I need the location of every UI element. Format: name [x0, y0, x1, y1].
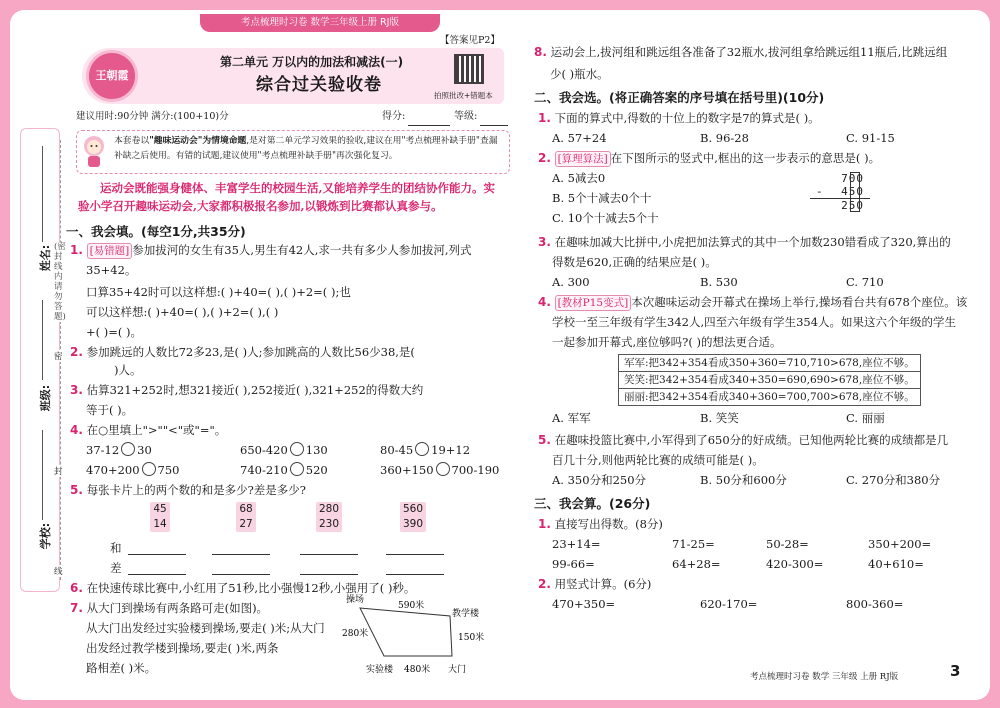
- header-banner: 考点梳理时习卷 数学三年级上册 RJ版: [200, 14, 440, 32]
- idea-row: 笑笑:把342+354看成340+350=690,690>678,座位不够。: [619, 372, 921, 389]
- lab-building-label: 实验楼: [366, 665, 394, 675]
- diff-label: 差: [110, 561, 122, 575]
- question-7: 7. 从大门到操场有两条路可走(如图)。: [70, 601, 269, 615]
- number-card: 45 14: [150, 502, 170, 532]
- choice-option[interactable]: B. 530: [700, 275, 738, 289]
- time-score-info: 建议用时:90分钟 满分:(100+10)分: [76, 111, 229, 122]
- q1-line-3: 口算35+42时可以这样想:( )+40=( ),( )+2=( );也: [86, 285, 351, 299]
- section-calculate: 三、我会算。(26分): [534, 496, 651, 511]
- sum-blank[interactable]: [386, 542, 444, 555]
- brand-logo: 王朝霞: [86, 50, 138, 102]
- question-8: 8. 运动会上,拔河组和跳远组各准备了32瓶水,拔河组拿给跳远组11瓶后,比跳远组: [534, 45, 948, 59]
- footer-text: 考点梳理时习卷 数学 三年级 上册 RJ版: [750, 672, 899, 682]
- choice-option[interactable]: A. 57+24: [552, 131, 607, 145]
- q7-line-2: 从大门出发经过实验楼到操场,要走( )米;从大门: [86, 621, 325, 635]
- compare-item[interactable]: 37-12 30: [86, 443, 152, 457]
- grade-blank[interactable]: [480, 113, 508, 126]
- oral-calc-item[interactable]: 50-28=: [766, 537, 809, 551]
- question-1: 1. [易错题] 参加拔河的女生有35人,男生有42人,求一共有多少人参加拔河,列式: [70, 243, 472, 257]
- page-title: 综合过关验收卷: [256, 75, 382, 95]
- choice-option[interactable]: B. 50分和600分: [700, 473, 787, 487]
- oral-calc-item[interactable]: 23+14=: [552, 537, 601, 551]
- idea-row: 军军:把342+354看成350+360=710,710>678,座位不够。: [619, 355, 921, 372]
- q1-line-2: 35+42。: [86, 263, 137, 277]
- oral-calc-item[interactable]: 40+610=: [868, 557, 924, 571]
- diff-blank[interactable]: [128, 562, 186, 575]
- section-fill-in: 一、我会填。(每空1分,共35分): [66, 224, 246, 239]
- choice-2: 2. [算理算法] 在下图所示的竖式中,框出的这一步表示的意思是( )。: [538, 151, 881, 165]
- q1-line-5: +( )=( )。: [86, 325, 143, 339]
- sum-blank[interactable]: [300, 542, 358, 555]
- score-label: 得分:: [382, 111, 406, 122]
- exam-page: [10, 10, 990, 700]
- idea-row: 丽丽:把342+354看成340+360=700,700>678,座位不够。: [619, 389, 921, 406]
- page-number: 3: [950, 662, 961, 680]
- q3-line-2: 等于( )。: [86, 403, 134, 417]
- playground-label: 操场: [346, 595, 365, 605]
- choice-3: 3. 在趣味加减大比拼中,小虎把加法算式的其中一个加数230错看成了320,算出的: [538, 235, 951, 249]
- compare-item[interactable]: 360+150 700-190: [380, 463, 500, 477]
- calc-1: 1. 直接写出得数。(8分): [538, 517, 663, 531]
- story-line-1: 运动会既能强身健体、丰富学生的校园生活,又能培养学生的团结协作能力。实: [100, 181, 495, 195]
- sum-blank[interactable]: [128, 542, 186, 555]
- score-blank[interactable]: [408, 113, 450, 126]
- compare-item[interactable]: 80-45 19+12: [380, 443, 471, 457]
- distance-label: 590米: [398, 601, 425, 611]
- qr-code[interactable]: [454, 54, 484, 84]
- oral-calc-item[interactable]: 99-66=: [552, 557, 595, 571]
- compare-item[interactable]: 650-420 130: [240, 443, 328, 457]
- school-label: 学校:: [39, 522, 53, 550]
- grade-label: 等级:: [454, 111, 478, 122]
- gate-label: 大门: [448, 665, 467, 675]
- vertical-calc-item[interactable]: 470+350=: [552, 597, 616, 611]
- seal-feng: 封: [54, 467, 63, 477]
- qr-caption: 拍照批改+错题本: [434, 91, 493, 100]
- route-diagram: [342, 592, 512, 684]
- choice-4: 4. [教材P15变式] 本次趣味运动会开幕式在操场上举行,操场看台共有678个座位。该: [538, 295, 968, 309]
- oral-calc-item[interactable]: 420-300=: [766, 557, 824, 571]
- diff-blank[interactable]: [386, 562, 444, 575]
- choice-option[interactable]: A. 300: [552, 275, 590, 289]
- seal-xian: 线: [54, 567, 63, 577]
- class-label: 班级:: [39, 384, 53, 412]
- choice-option[interactable]: C. 10个十减去5个十: [552, 211, 659, 225]
- number-card: 68 27: [236, 502, 256, 532]
- name-label: 姓名:: [39, 244, 53, 272]
- question-4: 4. 在○里填上">""<"或"="。: [70, 423, 227, 437]
- mascot-icon: [80, 134, 108, 168]
- seal-notice: (密 封 线 内 请 勿 答 题): [54, 242, 66, 322]
- name-blank[interactable]: [42, 146, 43, 242]
- unit-title: 第二单元 万以内的加法和减法(一): [220, 55, 404, 69]
- section-choice: 二、我会选。(将正确答案的序号填在括号里)(10分): [534, 90, 825, 105]
- q7-line-4: 路相差( )米。: [86, 661, 157, 675]
- choice-option[interactable]: B. 96-28: [700, 131, 749, 145]
- distance-label: 480米: [404, 665, 431, 675]
- choice-option[interactable]: A. 军军: [552, 411, 591, 425]
- seal-mi: 密: [54, 352, 63, 362]
- choice-option[interactable]: C. 710: [846, 275, 884, 289]
- choice-1: 1. 下面的算式中,得数的十位上的数字是7的算式是( )。: [538, 111, 820, 125]
- vertical-subtraction: 700 - 450 250: [810, 172, 870, 212]
- oral-calc-item[interactable]: 71-25=: [672, 537, 715, 551]
- question-2: 2. 参加跳远的人数比72多23,是( )人;参加跳高的人数比56少38,是(: [70, 345, 415, 359]
- intro-text: 本套卷以"趣味运动会"为情境命题,是对第二单元学习效果的验收,建议在用"考点梳理补缺手册"查漏补缺之后使用。有错的试题,建议使用"考点梳理补缺手册"再次强化复习。: [114, 136, 498, 161]
- choice-option[interactable]: B. 5个十减去0个十: [552, 191, 652, 205]
- sum-label: 和: [110, 541, 122, 555]
- vertical-calc-item[interactable]: 800-360=: [846, 597, 904, 611]
- c5-line-2: 百几十分,则他两轮比赛的成绩可能是( )。: [552, 453, 764, 467]
- compare-item[interactable]: 740-210 520: [240, 463, 328, 477]
- oral-calc-item[interactable]: 64+28=: [672, 557, 721, 571]
- ideas-table: [618, 354, 921, 406]
- number-card: 560 390: [400, 502, 426, 532]
- q8-line-2: 少( )瓶水。: [550, 67, 609, 81]
- question-3: 3. 估算321+252时,想321接近( ),252接近( ),321+252的得数大约: [70, 383, 424, 397]
- q2-line-2: )人。: [114, 363, 142, 377]
- sum-blank[interactable]: [212, 542, 270, 555]
- question-6: 6. 在快速传球比赛中,小红用了51秒,比小强慢12秒,小强用了( )秒。: [70, 581, 416, 595]
- c4-line-3: 一起参加开幕式,座位够吗?( )的想法更合适。: [552, 335, 782, 349]
- answer-reference: 【答案见P2】: [440, 35, 500, 46]
- question-5: 5. 每张卡片上的两个数的和是多少?差是多少?: [70, 483, 306, 497]
- choice-option[interactable]: B. 笑笑: [700, 411, 739, 425]
- teaching-building-label: 教学楼: [452, 609, 480, 619]
- distance-label: 150米: [458, 633, 485, 643]
- number-card: 280 230: [316, 502, 342, 532]
- c4-line-2: 学校一至三年级有学生342人,四至六年级有学生354人。如果这六个年级的学生: [552, 315, 957, 329]
- story-line-2: 验小学召开趣味运动会,大家都积极报名参加,以锻炼到比赛都认真参与。: [78, 199, 443, 213]
- choice-option[interactable]: C. 丽丽: [846, 411, 885, 425]
- choice-option[interactable]: A. 5减去0: [552, 171, 606, 185]
- distance-label: 280米: [342, 629, 369, 639]
- diff-blank[interactable]: [212, 562, 270, 575]
- choice-option[interactable]: C. 270分和380分: [846, 473, 941, 487]
- choice-option[interactable]: C. 91-15: [846, 131, 895, 145]
- calc-2: 2. 用竖式计算。(6分): [538, 577, 652, 591]
- choice-option[interactable]: A. 350分和250分: [552, 473, 647, 487]
- diff-blank[interactable]: [300, 562, 358, 575]
- oral-calc-item[interactable]: 350+200=: [868, 537, 932, 551]
- compare-item[interactable]: 470+200 750: [86, 463, 180, 477]
- school-blank[interactable]: [42, 430, 43, 520]
- c3-line-2: 得数是620,正确的结果应是( )。: [552, 255, 717, 269]
- highlight-box: [850, 172, 860, 212]
- vertical-calc-item[interactable]: 620-170=: [700, 597, 758, 611]
- class-blank[interactable]: [42, 300, 43, 380]
- q1-line-4: 可以这样想:( )+40=( ),( )+2=( ),( ): [86, 305, 279, 319]
- choice-5: 5. 在趣味投篮比赛中,小军得到了650分的好成绩。已知他两轮比赛的成绩都是几: [538, 433, 949, 447]
- q7-line-3: 出发经过教学楼到操场,要走( )米,两条: [86, 641, 279, 655]
